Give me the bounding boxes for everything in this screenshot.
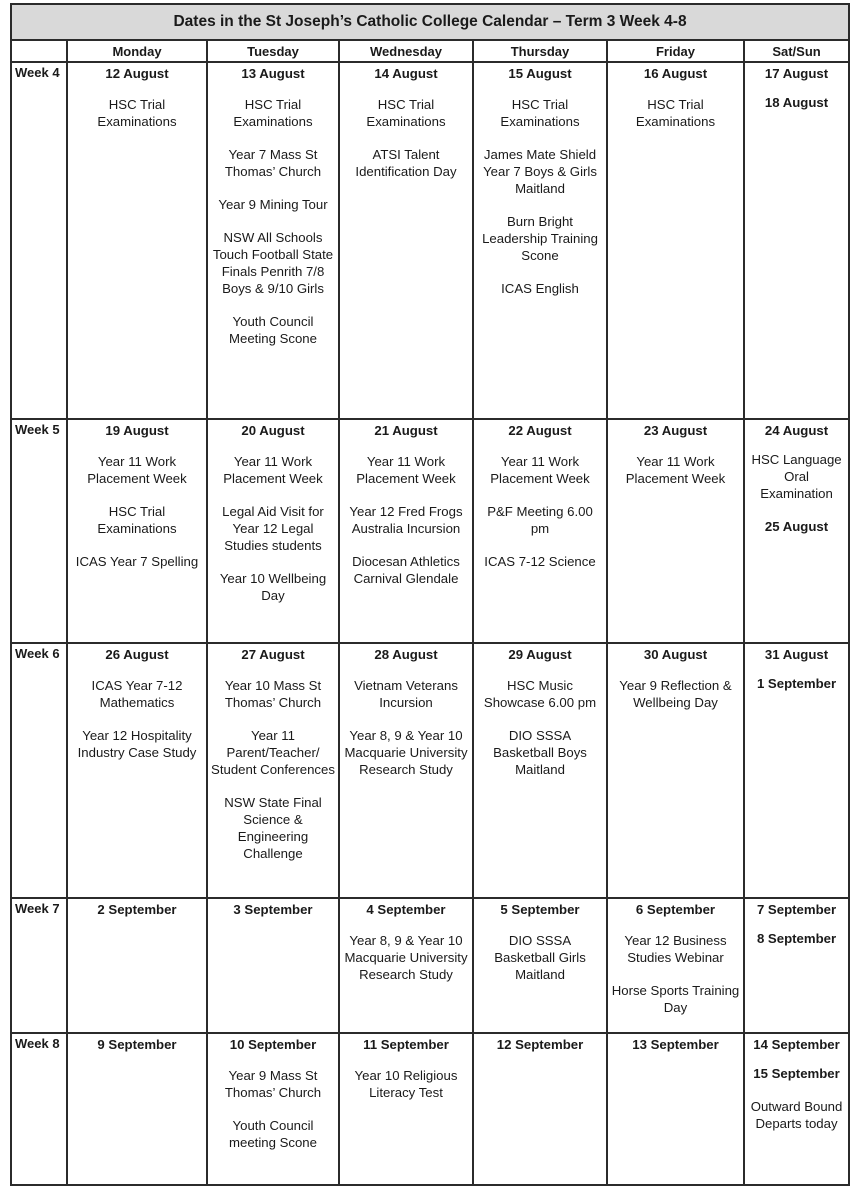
day-date: 12 August	[105, 66, 169, 81]
day-date: 31 August	[764, 647, 829, 662]
week-label: Week 4	[11, 62, 67, 419]
day-date: 12 September	[496, 1037, 584, 1052]
header-friday: Friday	[607, 40, 744, 62]
week-label: Week 5	[11, 419, 67, 643]
calendar-event: DIO SSSA Basketball Boys Maitland	[493, 728, 587, 777]
weeks-body	[11, 62, 849, 1185]
day-cell-sat-sun	[744, 1033, 849, 1185]
calendar-event: NSW State Final Science & Engineering Challenge	[224, 795, 322, 861]
calendar-event: 18 August	[764, 95, 829, 110]
day-date: 27 August	[241, 647, 305, 662]
calendar-event: ICAS Year 7-12 Mathematics	[91, 678, 183, 710]
day-cell-sat-sun	[744, 898, 849, 1033]
day-cell-tuesday	[207, 898, 339, 1033]
week-label: Week 7	[11, 898, 67, 1033]
day-cell-sat-sun	[744, 62, 849, 419]
day-cell-thursday	[473, 643, 607, 898]
day-date: 13 September	[632, 1037, 719, 1052]
calendar-event: Year 10 Wellbeing Day	[219, 571, 327, 603]
calendar-event: HSC Trial Examinations	[366, 97, 446, 129]
day-date: 30 August	[643, 647, 708, 662]
calendar-event: HSC Music Showcase 6.00 pm	[483, 678, 597, 710]
calendar-event: HSC Trial Examinations	[97, 97, 177, 129]
day-cell-wednesday	[339, 419, 473, 643]
calendar-event: Burn Bright Leadership Training Scone	[482, 214, 598, 263]
day-cell-wednesday	[339, 1033, 473, 1185]
day-date: 14 August	[374, 66, 438, 81]
day-date: 28 August	[374, 647, 438, 662]
calendar-event: HSC Trial Examinations	[635, 97, 716, 129]
day-cell-tuesday	[207, 643, 339, 898]
day-date: 16 August	[643, 66, 708, 81]
day-date: 2 September	[97, 902, 177, 917]
calendar-event: P&F Meeting 6.00 pm	[487, 504, 593, 536]
calendar-event: Outward Bound Departs today	[750, 1099, 843, 1131]
day-date: 17 August	[764, 66, 829, 81]
week-row	[11, 419, 849, 643]
calendar-event: Year 11 Work Placement Week	[87, 454, 187, 486]
day-date: 26 August	[105, 647, 169, 662]
week-row	[11, 898, 849, 1033]
day-cell-tuesday	[207, 1033, 339, 1185]
calendar-event: Year 12 Fred Frogs Australia Incursion	[349, 504, 463, 536]
calendar-event: HSC Trial Examinations	[233, 97, 313, 129]
day-cell-friday	[607, 62, 744, 419]
day-date: 14 September	[753, 1037, 840, 1052]
calendar-event: Youth Council meeting Scone	[229, 1118, 317, 1150]
calendar-event: Legal Aid Visit for Year 12 Legal Studies students	[222, 504, 324, 553]
day-date: 21 August	[374, 423, 438, 438]
day-cell-sat-sun	[744, 643, 849, 898]
day-date: 22 August	[508, 423, 572, 438]
calendar-event: Year 8, 9 & Year 10 Macquarie University Research Study	[344, 933, 468, 982]
week-label: Week 6	[11, 643, 67, 898]
calendar-event: Year 12 Business Studies Webinar	[624, 933, 727, 965]
day-cell-friday	[607, 419, 744, 643]
day-cell-wednesday	[339, 62, 473, 419]
day-cell-thursday	[473, 898, 607, 1033]
page-title: Dates in the St Joseph’s Catholic College Calendar – Term 3 Week 4-8	[11, 4, 849, 40]
day-date: 29 August	[508, 647, 572, 662]
day-date: 23 August	[643, 423, 708, 438]
day-date: 13 August	[241, 66, 305, 81]
calendar-event: Year 9 Reflection & Wellbeing Day	[619, 678, 732, 710]
calendar-event: 1 September	[756, 676, 837, 691]
day-date: 20 August	[241, 423, 305, 438]
day-cell-monday	[67, 1033, 207, 1185]
day-cell-friday	[607, 1033, 744, 1185]
calendar-event: ICAS English	[501, 281, 579, 296]
header-thursday: Thursday	[473, 40, 607, 62]
calendar-event: Year 11 Work Placement Week	[223, 454, 323, 486]
header-tuesday: Tuesday	[207, 40, 339, 62]
header-row	[11, 40, 849, 62]
calendar-event: Year 9 Mass St Thomas’ Church	[224, 1068, 322, 1100]
day-date: 24 August	[764, 423, 829, 438]
day-cell-monday	[67, 898, 207, 1033]
day-cell-monday	[67, 62, 207, 419]
calendar-event: 15 September	[753, 1066, 840, 1081]
calendar-event: Year 11 Work Placement Week	[490, 454, 590, 486]
day-date: 6 September	[635, 902, 716, 917]
day-date: 10 September	[229, 1037, 317, 1052]
calendar-event: Vietnam Veterans Incursion	[354, 678, 458, 710]
day-cell-wednesday	[339, 898, 473, 1033]
day-date: 7 September	[756, 902, 837, 917]
calendar-event: Youth Council Meeting Scone	[229, 314, 317, 346]
calendar-event: Horse Sports Training Day	[611, 983, 740, 1015]
week-row	[11, 1033, 849, 1185]
calendar-event: Year 8, 9 & Year 10 Macquarie University Research Study	[344, 728, 468, 777]
calendar-event: Diocesan Athletics Carnival Glendale	[352, 554, 460, 586]
day-date: 5 September	[500, 902, 580, 917]
day-cell-tuesday	[207, 419, 339, 643]
header-blank	[11, 40, 67, 62]
header-sat-sun: Sat/Sun	[744, 40, 849, 62]
header-wednesday: Wednesday	[339, 40, 473, 62]
calendar-event: ATSI Talent Identification Day	[355, 147, 457, 179]
calendar-event: Year 9 Mining Tour	[218, 197, 328, 212]
day-cell-sat-sun	[744, 419, 849, 643]
day-cell-thursday	[473, 1033, 607, 1185]
calendar-event: ICAS 7-12 Science	[484, 554, 596, 569]
day-date: 15 August	[508, 66, 572, 81]
calendar-event: Year 12 Hospitality Industry Case Study	[77, 728, 197, 760]
calendar-table	[10, 3, 850, 1186]
day-cell-tuesday	[207, 62, 339, 419]
calendar-event: Year 11 Work Placement Week	[356, 454, 456, 486]
day-cell-thursday	[473, 62, 607, 419]
day-cell-monday	[67, 643, 207, 898]
calendar-event: 8 September	[756, 931, 837, 946]
calendar-event: Year 10 Mass St Thomas’ Church	[224, 678, 322, 710]
day-cell-monday	[67, 419, 207, 643]
week-row	[11, 62, 849, 419]
calendar-event: Year 11 Parent/Teacher/ Student Conferences	[211, 728, 335, 777]
day-cell-thursday	[473, 419, 607, 643]
week-label: Week 8	[11, 1033, 67, 1185]
calendar-event: Year 10 Religious Literacy Test	[354, 1068, 458, 1100]
day-cell-friday	[607, 643, 744, 898]
calendar-event: Year 7 Mass St Thomas’ Church	[224, 147, 322, 179]
calendar-event: ICAS Year 7 Spelling	[75, 554, 199, 569]
day-date: 3 September	[233, 902, 313, 917]
day-cell-friday	[607, 898, 744, 1033]
calendar-event: HSC Trial Examinations	[97, 504, 177, 536]
day-cell-wednesday	[339, 643, 473, 898]
day-date: 19 August	[105, 423, 169, 438]
day-date: 9 September	[97, 1037, 177, 1052]
week-row	[11, 643, 849, 898]
calendar-event: HSC Language Oral Examination	[751, 452, 842, 501]
day-date: 4 September	[366, 902, 446, 917]
calendar-event: Year 11 Work Placement Week	[625, 454, 726, 486]
day-date: 11 September	[363, 1037, 449, 1052]
header-monday: Monday	[67, 40, 207, 62]
calendar-event: James Mate Shield Year 7 Boys & Girls Maitland	[483, 147, 597, 196]
calendar-event: 25 August	[764, 519, 829, 534]
calendar-event: DIO SSSA Basketball Girls Maitland	[494, 933, 586, 982]
calendar-event: HSC Trial Examinations	[500, 97, 580, 129]
calendar-event: NSW All Schools Touch Football State Finals Penrith 7/8 Boys & 9/10 Girls	[212, 230, 334, 296]
